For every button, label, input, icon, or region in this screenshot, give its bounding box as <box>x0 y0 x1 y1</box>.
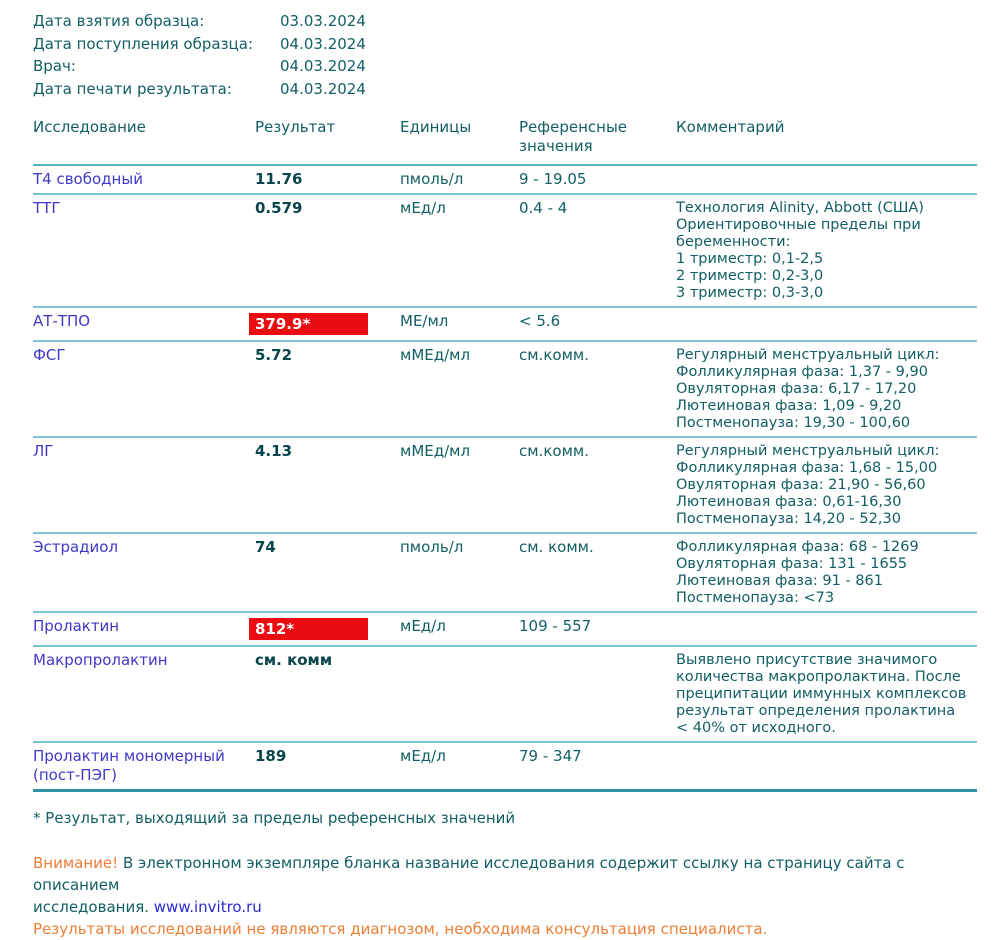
comment-line: Ориентировочные пределы при <box>676 217 921 233</box>
table-row <box>33 743 977 792</box>
result-value: 74 <box>255 538 276 556</box>
units-value: мЕд/л <box>400 617 446 635</box>
units-value: мМЕд/мл <box>400 442 471 460</box>
reference-value: 9 - 19.05 <box>519 170 587 188</box>
comment-line: Овуляторная фаза: 131 - 1655 <box>676 556 908 572</box>
doctor-label: Врач: <box>33 57 76 75</box>
table-row <box>33 166 977 195</box>
test-name-link[interactable]: Макропролактин <box>33 651 168 669</box>
comment-line: Овуляторная фаза: 21,90 - 56,60 <box>676 477 926 493</box>
comment-line: Фолликулярная фаза: 1,68 - 15,00 <box>676 460 938 476</box>
test-name-link[interactable]: Т4 свободный <box>33 170 143 188</box>
reference-value: 79 - 347 <box>519 747 582 765</box>
notice-text: В электронном экземпляре бланка название исследования содержит ссылку на страницу сайта с описанием <box>33 854 905 894</box>
print-date-value: 04.03.2024 <box>280 79 366 98</box>
reference-value: см.комм. <box>519 442 589 460</box>
table-row <box>33 342 977 438</box>
reference-value <box>519 647 676 741</box>
notice-line-1 <box>33 852 977 896</box>
notice-text-continued: исследования. <box>33 898 149 916</box>
comment-cell <box>676 308 977 340</box>
header-result: Результат <box>255 118 336 136</box>
result-value: 11.76 <box>255 170 303 188</box>
electronic-form-notice <box>33 852 977 940</box>
comment-line: Регулярный менструальный цикл: <box>676 443 940 459</box>
units-value: мЕд/л <box>400 199 446 217</box>
invitro-website-link[interactable]: www.invitro.ru <box>153 898 262 916</box>
table-row <box>33 195 977 308</box>
comment-cell <box>676 342 977 436</box>
doctor-value: 04.03.2024 <box>280 57 366 75</box>
units-value: пмоль/л <box>400 170 464 188</box>
comment-line: 3 триместр: 0,3-3,0 <box>676 285 824 301</box>
table-row <box>33 308 977 342</box>
comment-cell <box>676 743 977 789</box>
sample-received-date-value: 04.03.2024 <box>280 34 366 53</box>
comment-line: Лютеиновая фаза: 1,09 - 9,20 <box>676 398 902 414</box>
header-reference: Референсные значения <box>519 118 628 155</box>
header-comment: Комментарий <box>676 118 785 136</box>
result-value: 0.579 <box>255 199 303 217</box>
result-value: 189 <box>255 747 287 765</box>
table-row <box>33 647 977 743</box>
meta-row-print-date <box>33 78 977 101</box>
units-value: мЕд/л <box>400 747 446 765</box>
out-of-range-footnote: * Результат, выходящий за пределы референсных значений <box>33 809 516 827</box>
comment-line: 1 триместр: 0,1-2,5 <box>676 251 824 267</box>
notice-line-2 <box>33 896 977 918</box>
units-value: мМЕд/мл <box>400 346 471 364</box>
sample-collection-date-value: 03.03.2024 <box>280 12 366 30</box>
test-name-link[interactable]: Эстрадиол <box>33 538 119 556</box>
comment-cell <box>676 647 977 741</box>
units-value: МЕ/мл <box>400 312 449 330</box>
reference-value: см. комм. <box>519 538 594 556</box>
comment-line: Лютеиновая фаза: 91 - 861 <box>676 573 883 589</box>
warning-label: Внимание! <box>33 854 119 872</box>
result-value: 5.72 <box>255 346 293 364</box>
result-value-out-of-range: 812* <box>249 618 368 640</box>
header-units: Единицы <box>400 118 472 136</box>
header-test-name: Исследование <box>33 118 146 136</box>
test-name-link[interactable]: ЛГ <box>33 442 54 460</box>
meta-row-sample-received <box>33 33 977 56</box>
comment-line: Фолликулярная фаза: 68 - 1269 <box>676 539 919 555</box>
print-date-label: Дата печати результата: <box>33 79 232 98</box>
reference-value: < 5.6 <box>519 312 561 330</box>
results-table <box>33 114 977 792</box>
sample-received-date-label: Дата поступления образца: <box>33 34 253 53</box>
disclaimer-text: Результаты исследований не являются диагнозом, необходима консультация специалиста. <box>33 920 768 938</box>
test-name-link[interactable]: АТ-ТПО <box>33 312 91 330</box>
comment-line: Постменопауза: <73 <box>676 590 835 606</box>
sample-collection-date-label: Дата взятия образца: <box>33 12 205 30</box>
test-name-link[interactable]: ТТГ <box>33 199 61 217</box>
comment-line: Фолликулярная фаза: 1,37 - 9,90 <box>676 364 928 380</box>
comment-cell <box>676 438 977 532</box>
comment-line: 2 триместр: 0,2-3,0 <box>676 268 824 284</box>
meta-row-sample-collection <box>33 10 977 33</box>
table-row <box>33 534 977 613</box>
comment-cell <box>676 166 977 193</box>
test-name-link[interactable]: ФСГ <box>33 346 66 364</box>
comment-line: Лютеиновая фаза: 0,61-16,30 <box>676 494 902 510</box>
reference-value: см.комм. <box>519 346 589 364</box>
comment-line: Постменопауза: 19,30 - 100,60 <box>676 415 911 431</box>
comment-line: Технология Alinity, Abbott (США) <box>676 200 924 216</box>
units-value: пмоль/л <box>400 538 464 556</box>
table-row <box>33 438 977 534</box>
units-value <box>400 647 519 741</box>
test-name-link[interactable]: Пролактин <box>33 617 120 635</box>
table-header-row <box>33 114 977 166</box>
reference-value: 109 - 557 <box>519 617 592 635</box>
result-value: 4.13 <box>255 442 293 460</box>
comment-paragraph: Выявлено присутствие значимого количества макропролактина. После преципитации иммунных комплексов результат определения пролактина < 40% от исходного. <box>676 652 967 736</box>
table-row <box>33 613 977 647</box>
comment-cell <box>676 195 977 306</box>
result-value: см. комм <box>255 651 333 669</box>
comment-line: Постменопауза: 14,20 - 52,30 <box>676 511 901 527</box>
comment-cell <box>676 534 977 611</box>
comment-line: беременности: <box>676 234 791 250</box>
reference-value: 0.4 - 4 <box>519 199 568 217</box>
result-value-out-of-range: 379.9* <box>249 313 368 335</box>
test-name-link[interactable]: Пролактин мономерный (пост-ПЭГ) <box>33 747 225 784</box>
comment-line: Овуляторная фаза: 6,17 - 17,20 <box>676 381 917 397</box>
meta-row-doctor <box>33 55 977 78</box>
report-metadata <box>33 10 977 100</box>
comment-line: Регулярный менструальный цикл: <box>676 347 940 363</box>
comment-cell <box>676 613 977 645</box>
